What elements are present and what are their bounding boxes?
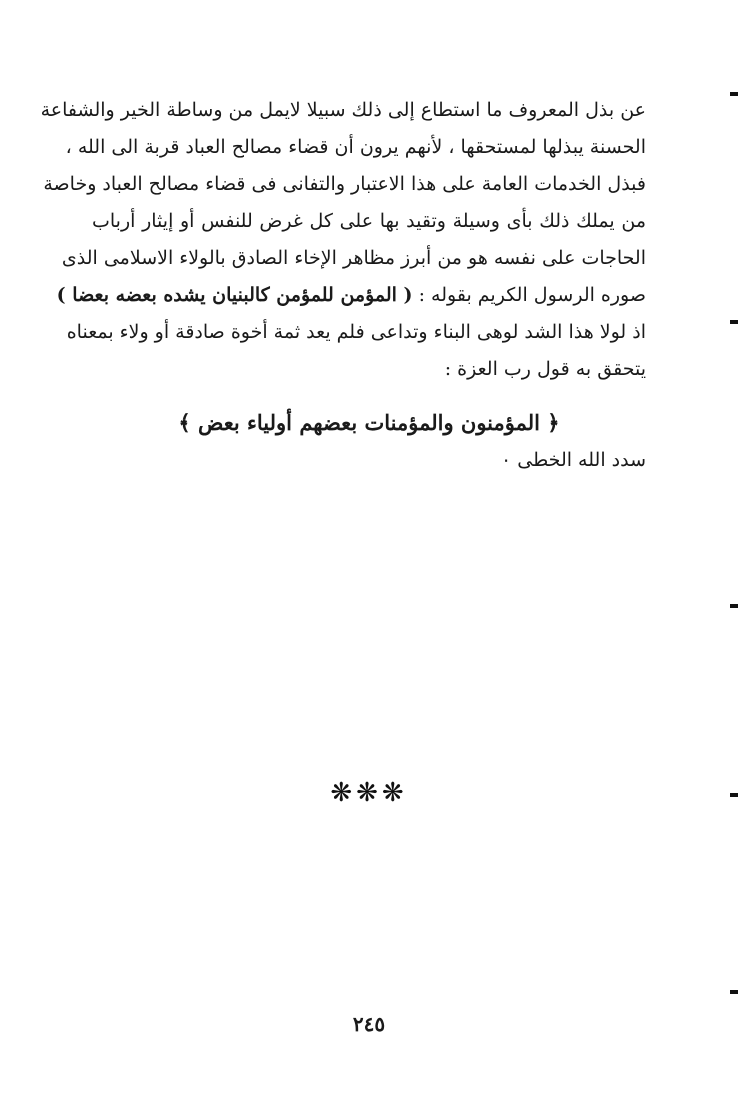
hadith-quote: ( المؤمن للمؤمن كالبنيان يشده بعضه بعضا ) <box>56 284 413 306</box>
paragraph-line: عن بذل المعروف ما استطاع إلى ذلك سبيلا لايمل من وساطة الخير والشفاعة <box>40 99 646 121</box>
paragraph-line: يتحقق به قول رب العزة : <box>444 358 646 380</box>
page-edge-mark <box>730 990 738 994</box>
paragraph-line: الحسنة يبذلها لمستحقها ، لأنهم يرون أن قضاء مصالح العباد قربة الى الله ، <box>65 136 646 158</box>
quran-verse: ﴿ المؤمنون والمؤمنات بعضهم أولياء بعض ﴾ <box>178 410 560 435</box>
page-edge-mark <box>730 92 738 96</box>
hadith-line <box>56 277 646 314</box>
body-paragraph <box>40 92 646 388</box>
page-number: ٢٤٥ <box>352 1012 386 1036</box>
section-ornament: ❋❋❋ <box>330 778 408 808</box>
paragraph-line: الحاجات على نفسه هو من أبرز مظاهر الإخاء الصادق بالولاء الاسلامى الذى <box>61 247 646 269</box>
paragraph-line: من يملك ذلك بأى وسيلة وتقيد بها على كل غرض للنفس أو إيثار أرباب <box>92 210 646 232</box>
hadith-intro: صوره الرسول الكريم بقوله : <box>412 284 646 306</box>
page-edge-mark <box>730 320 738 324</box>
closing-line: سدد الله الخطى ٠ <box>501 449 646 471</box>
paragraph-line: اذ لولا هذا الشد لوهى البناء وتداعى فلم يعد ثمة أخوة صادقة أو ولاء بمعناه <box>66 321 646 343</box>
page-edge-mark <box>730 604 738 608</box>
paragraph-line: فبذل الخدمات العامة على هذا الاعتبار والتفانى فى قضاء مصالح العباد وخاصة <box>43 173 646 195</box>
